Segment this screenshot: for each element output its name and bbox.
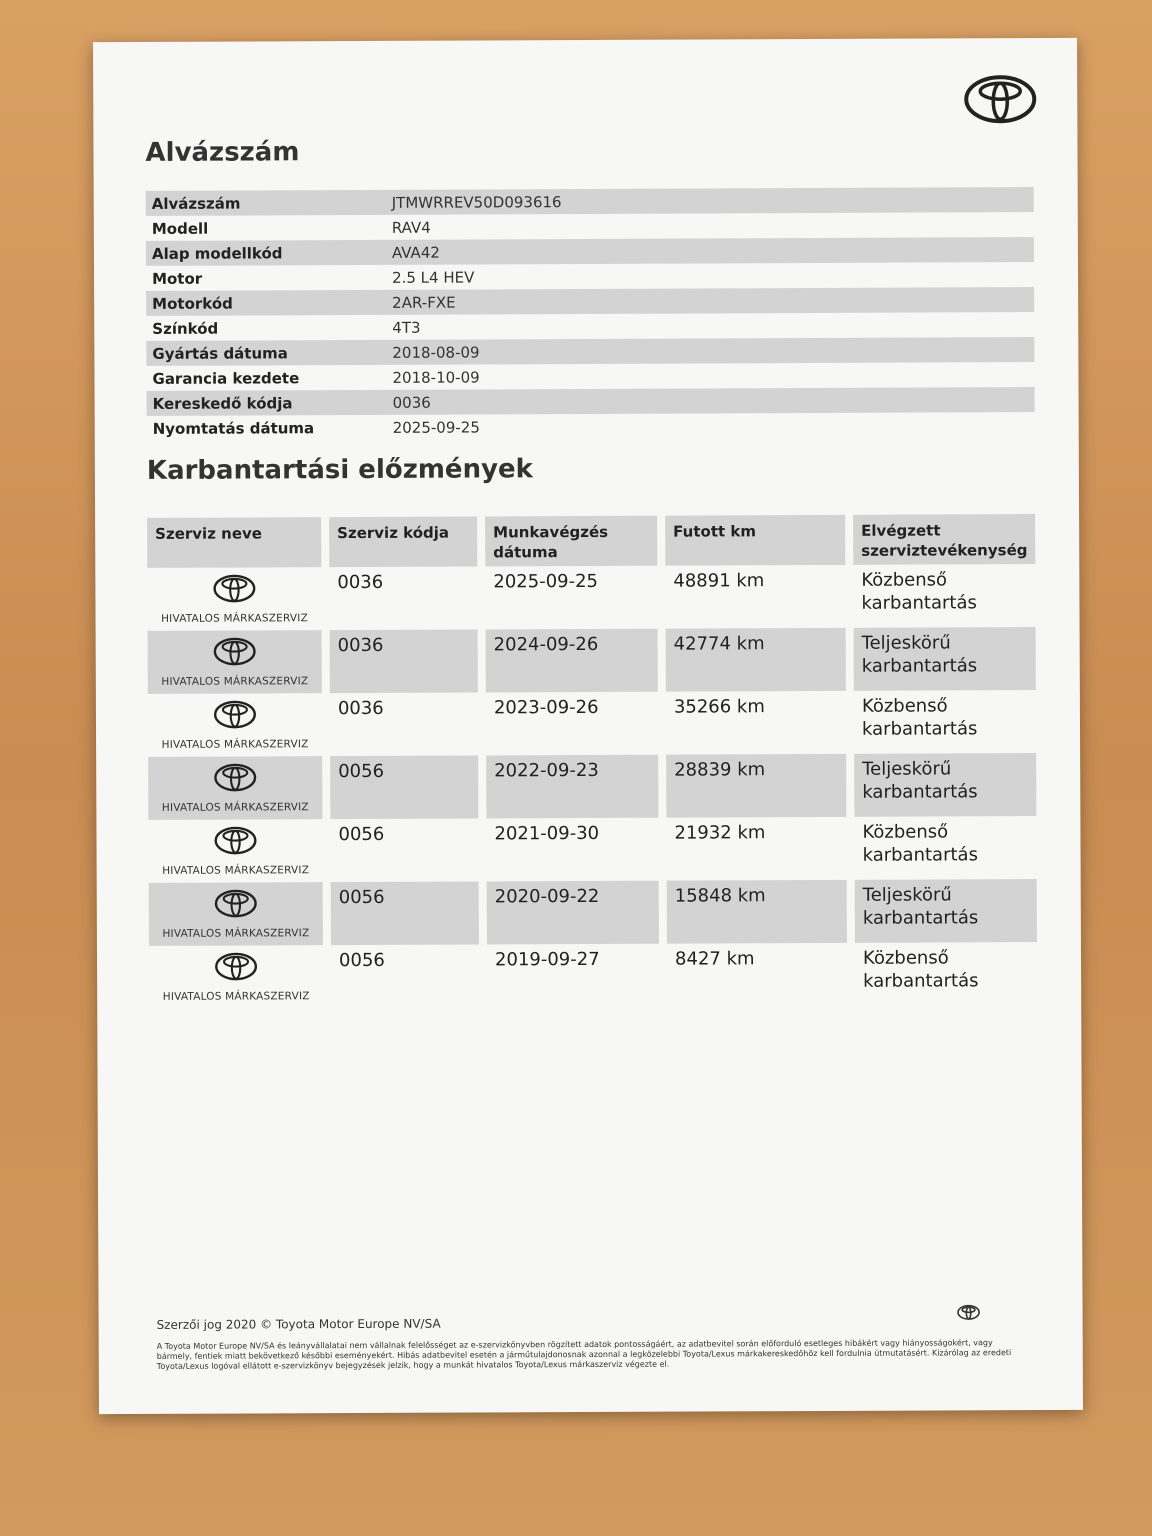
footer xyxy=(157,1314,1017,1372)
activity-cell: Közbenső karbantartás xyxy=(862,821,978,866)
mileage-cell: 28839 km xyxy=(666,754,846,818)
toyota-logo-icon xyxy=(210,636,260,666)
page-title: Alvázszám xyxy=(145,137,300,168)
spec-value: 0036 xyxy=(392,393,431,412)
table-row xyxy=(147,564,1035,631)
table-row xyxy=(148,816,1036,883)
official-service-badge: HIVATALOS MÁRKASZERVIZ xyxy=(161,675,309,688)
spec-row xyxy=(146,312,1034,341)
disclaimer-text: A Toyota Motor Europe NV/SA és leányvállalatai nem vállalnak felelősséget az e-szervizkönyvben rögzített adatok pontosságáért, az adatbevitel során előforduló esetleges hibákért vagy hiányosságokért, vagy bármely, fentiek miatt bekövetkező későbbi eseményekért. Hibás adatbevitel esetén a járműtulajdonosnak azonnal a legközelebbi Toyota/Lexus márkakereskedőhöz kell fordulnia útmutatásért. Kizárólag az eredeti Toyota/Lexus logóval ellátott e-szervizkönyv bejegyzések jelzik, hogy a munkát hivatalos Toyota/Lexus márkaszerviz végezte el. xyxy=(156,1338,1012,1371)
table-row xyxy=(148,627,1036,694)
table-row xyxy=(149,942,1037,1009)
spec-value: 2018-10-09 xyxy=(392,367,480,387)
spec-row xyxy=(147,387,1035,416)
spec-value: 2AR-FXE xyxy=(392,293,456,312)
table-row xyxy=(149,879,1037,946)
mileage-cell: 42774 km xyxy=(666,628,846,692)
spec-row xyxy=(146,187,1034,216)
table-row xyxy=(148,753,1036,820)
spec-value: JTMWRREV50D093616 xyxy=(391,192,562,212)
spec-label: Motor xyxy=(152,269,203,288)
service-name-cell xyxy=(148,819,322,883)
spec-row xyxy=(147,412,1035,441)
service-name-cell xyxy=(148,756,322,820)
spec-label: Alap modellkód xyxy=(151,243,283,263)
table-body xyxy=(147,564,1037,1009)
service-code-cell: 0056 xyxy=(331,881,479,945)
col-header-activity: Elvégzett szerviztevékenység xyxy=(853,514,1035,565)
spec-row xyxy=(146,362,1034,391)
service-code-cell: 0036 xyxy=(337,697,384,720)
activity-cell: Teljeskörű karbantartás xyxy=(854,627,1036,691)
official-service-badge: HIVATALOS MÁRKASZERVIZ xyxy=(161,612,309,625)
toyota-logo-icon xyxy=(210,825,260,855)
mileage-cell: 8427 km xyxy=(674,948,755,970)
activity-cell: Teljeskörű karbantartás xyxy=(855,879,1037,943)
mileage-cell: 21932 km xyxy=(674,822,766,844)
service-name-cell xyxy=(149,945,323,1009)
work-date-cell: 2022-09-23 xyxy=(486,755,658,819)
service-name-cell xyxy=(147,567,321,631)
spec-label: Gyártás dátuma xyxy=(152,343,288,363)
spec-label: Garancia kezdete xyxy=(152,368,300,388)
spec-label: Színkód xyxy=(152,319,219,338)
official-service-badge: HIVATALOS MÁRKASZERVIZ xyxy=(161,738,309,751)
table-header-row xyxy=(147,514,1035,568)
service-name-cell xyxy=(148,630,322,694)
toyota-logo-icon xyxy=(211,888,261,918)
spec-row xyxy=(146,212,1034,241)
toyota-logo-icon xyxy=(209,573,259,603)
activity-cell: Közbenső karbantartás xyxy=(861,695,978,740)
work-date-cell: 2024-09-26 xyxy=(486,629,658,693)
spec-value: RAV4 xyxy=(391,218,431,237)
official-service-badge: HIVATALOS MÁRKASZERVIZ xyxy=(162,990,310,1003)
service-code-cell: 0056 xyxy=(338,823,385,846)
history-title: Karbantartási előzmények xyxy=(146,454,533,486)
service-code-cell: 0036 xyxy=(337,571,384,594)
service-name-cell xyxy=(148,693,322,757)
col-header-service-code: Szerviz kódja xyxy=(329,516,477,567)
toyota-logo-icon xyxy=(210,762,260,792)
toyota-logo-icon xyxy=(210,699,260,729)
spec-label: Motorkód xyxy=(152,294,233,313)
service-name-cell xyxy=(149,882,323,946)
spec-value: 2025-09-25 xyxy=(392,417,480,437)
spec-value: 4T3 xyxy=(392,318,421,337)
spec-row xyxy=(146,337,1034,366)
spec-label: Alvázszám xyxy=(151,194,241,213)
spec-value: AVA42 xyxy=(391,243,440,262)
copyright-text: Szerzői jog 2020 © Toyota Motor Europe NV/SA xyxy=(156,1316,441,1332)
spec-label: Kereskedő kódja xyxy=(152,393,293,413)
spec-row xyxy=(146,287,1034,316)
service-code-cell: 0036 xyxy=(330,629,478,693)
table-row xyxy=(148,690,1036,757)
mileage-cell: 48891 km xyxy=(673,570,765,592)
mileage-cell: 35266 km xyxy=(673,696,765,718)
work-date-cell: 2019-09-27 xyxy=(494,948,600,971)
col-header-service-name: Szerviz neve xyxy=(147,517,321,568)
vehicle-spec-table xyxy=(146,187,1035,441)
spec-value: 2.5 L4 HEV xyxy=(392,267,475,287)
spec-value: 2018-08-09 xyxy=(392,342,480,362)
activity-cell: Közbenső karbantartás xyxy=(861,569,977,614)
mileage-cell: 15848 km xyxy=(667,880,847,944)
official-service-badge: HIVATALOS MÁRKASZERVIZ xyxy=(161,801,309,814)
activity-cell: Teljeskörű karbantartás xyxy=(854,753,1036,817)
official-service-badge: HIVATALOS MÁRKASZERVIZ xyxy=(162,927,310,940)
spec-label: Nyomtatás dátuma xyxy=(152,418,315,438)
spec-row xyxy=(146,237,1034,266)
work-date-cell: 2020-09-22 xyxy=(487,881,659,945)
document-page xyxy=(93,38,1083,1414)
col-header-work-date: Munkavégzés dátuma xyxy=(485,516,657,567)
service-code-cell: 0056 xyxy=(338,949,385,972)
spec-row xyxy=(146,262,1034,291)
spec-label: Modell xyxy=(151,219,209,238)
toyota-logo-icon xyxy=(211,951,261,981)
toyota-logo-icon xyxy=(963,74,1037,124)
work-date-cell: 2023-09-26 xyxy=(493,696,599,719)
service-code-cell: 0056 xyxy=(330,755,478,819)
work-date-cell: 2021-09-30 xyxy=(494,822,600,845)
activity-cell: Közbenső karbantartás xyxy=(862,947,979,992)
maintenance-history-table xyxy=(147,514,1037,1009)
official-service-badge: HIVATALOS MÁRKASZERVIZ xyxy=(162,864,310,877)
work-date-cell: 2025-09-25 xyxy=(493,570,599,593)
col-header-mileage: Futott km xyxy=(665,515,845,566)
